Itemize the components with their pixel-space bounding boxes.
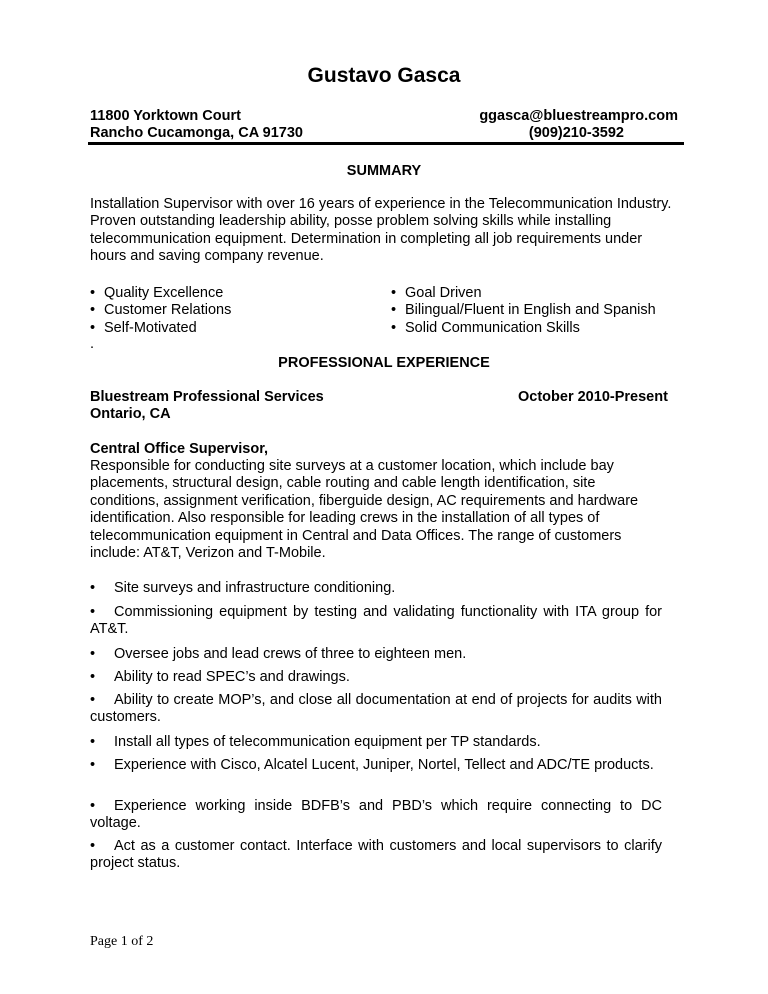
header-divider bbox=[88, 142, 684, 145]
bullet-icon: • bbox=[90, 580, 96, 596]
bullet-icon: • bbox=[90, 604, 96, 620]
page-number: Page 1 of 2 bbox=[90, 934, 154, 949]
responsibility-item: • Site surveys and infrastructure conditioning. bbox=[90, 580, 396, 596]
responsibility-item: • Commissioning equipment by testing and validating functionality with ITA group for AT&T. bbox=[90, 604, 662, 638]
address-line-1: 11800 Yorktown Court bbox=[90, 108, 241, 124]
employment-dates: October 2010-Present bbox=[518, 389, 668, 405]
company-name: Bluestream Professional Services bbox=[90, 389, 324, 405]
bullet-icon: • bbox=[90, 669, 96, 685]
bullet-icon: • bbox=[90, 320, 96, 336]
responsibility-item: • Ability to create MOP’s, and close all documentation at end of projects for audits with customers. bbox=[90, 692, 662, 726]
bullet-icon: • bbox=[391, 320, 397, 336]
bullet-icon: • bbox=[90, 734, 96, 750]
stray-period: . bbox=[90, 336, 95, 352]
responsibility-item: • Install all types of telecommunication equipment per TP standards. bbox=[90, 734, 541, 750]
skill-item: • Customer Relations bbox=[90, 302, 232, 318]
responsibility-item: • Oversee jobs and lead crews of three to eighteen men. bbox=[90, 646, 467, 662]
bullet-icon: • bbox=[90, 692, 96, 708]
bullet-icon: • bbox=[90, 302, 96, 318]
bullet-icon: • bbox=[90, 838, 96, 854]
responsibility-item: • Ability to read SPEC’s and drawings. bbox=[90, 669, 350, 685]
bullet-icon: • bbox=[391, 302, 397, 318]
skill-item: • Quality Excellence bbox=[90, 285, 224, 301]
skill-item: • Self-Motivated bbox=[90, 320, 197, 336]
summary-heading: SUMMARY bbox=[346, 163, 422, 179]
skill-item: • Solid Communication Skills bbox=[391, 320, 580, 336]
bullet-icon: • bbox=[90, 757, 96, 773]
skill-item: • Bilingual/Fluent in English and Spanish bbox=[391, 302, 656, 318]
bullet-icon: • bbox=[90, 285, 96, 301]
phone: (909)210-3592 bbox=[528, 125, 624, 141]
email: ggasca@bluestreampro.com bbox=[479, 108, 678, 124]
address-line-2: Rancho Cucamonga, CA 91730 bbox=[90, 125, 303, 141]
candidate-name: Gustavo Gasca bbox=[307, 64, 461, 87]
responsibility-item: • Experience with Cisco, Alcatel Lucent, Juniper, Nortel, Tellect and ADC/TE products. bbox=[90, 757, 654, 773]
job-description: Responsible for conducting site surveys at a customer location, which include bay placements, structural design, cable routing and cable length identification, site conditions, assignment verification, fiberguide design, AC requirements and hardware identification. Also responsible for leading crews in the installation of all types of telecommunication equipment in Central and Data Offices. The range of customers include: AT&T, Verizon and T-Mobile. bbox=[90, 458, 639, 562]
skill-item: • Goal Driven bbox=[391, 285, 482, 301]
job-title: Central Office Supervisor, bbox=[90, 441, 269, 457]
responsibility-item: • Experience working inside BDFB’s and PBD’s which require connecting to DC voltage. bbox=[90, 798, 662, 832]
bullet-icon: • bbox=[391, 285, 397, 301]
bullet-icon: • bbox=[90, 798, 96, 814]
bullet-icon: • bbox=[90, 646, 96, 662]
experience-heading: PROFESSIONAL EXPERIENCE bbox=[278, 355, 490, 371]
responsibility-item: • Act as a customer contact. Interface with customers and local supervisors to clarify project status. bbox=[90, 838, 662, 872]
summary-text: Installation Supervisor with over 16 years of experience in the Telecommunication Industry. Proven outstanding leadership ability, posse problem solving skills while installing telecommunication equipment. Determination in completing all job requirements under hours and saving company revenue. bbox=[90, 196, 672, 265]
company-location: Ontario, CA bbox=[90, 406, 171, 422]
